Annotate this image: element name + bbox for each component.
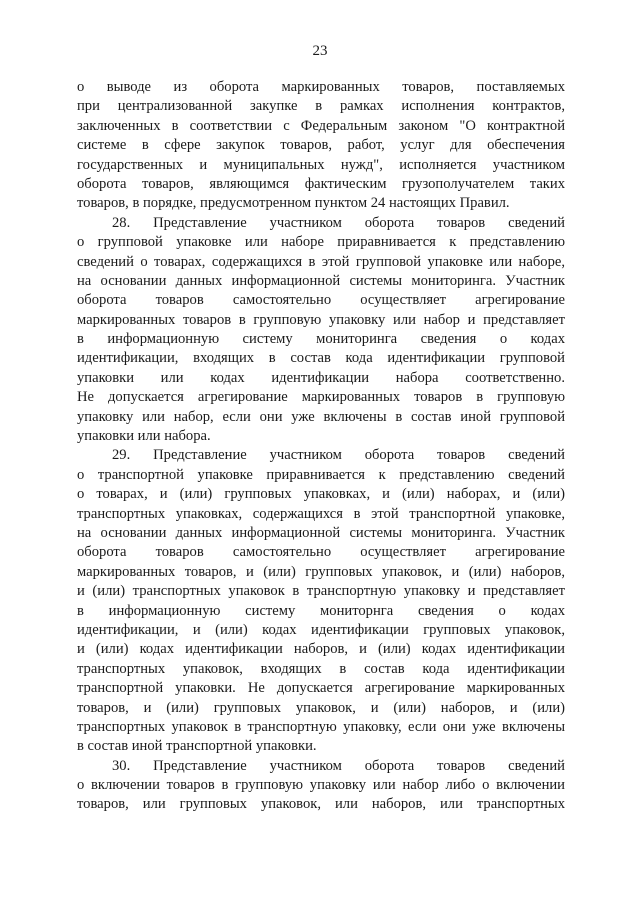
text-line: маркированных товаров в групповую упаковку или набор и представляет xyxy=(77,311,565,328)
text-line: на основании данных информационной системы мониторинга. Участник xyxy=(77,272,565,289)
text-line: упаковку или набор, если они уже включены в состав иной групповой xyxy=(77,408,565,425)
text-line: о групповой упаковке или наборе приравнивается к представлению xyxy=(77,234,565,251)
text-line: 30. Представление участником оборота товаров сведений xyxy=(112,757,565,774)
text-line: идентификации, входящих в состав кода идентификации групповой xyxy=(77,350,565,367)
text-line: системе в сфере закупок товаров, работ, услуг для обеспечения xyxy=(77,137,565,154)
text-line: о выводе из оборота маркированных товаров, поставляемых xyxy=(77,79,565,95)
text-line: транспортных упаковках, содержащихся в этой транспортной упаковке, xyxy=(77,505,565,522)
body-text xyxy=(77,78,565,815)
text-line: транспортных упаковок в транспортную упаковку, если они уже включены xyxy=(77,718,565,735)
text-line: в информационную систему мониторнга сведения о кодах xyxy=(77,602,565,619)
text-line: 29. Представление участником оборота товаров сведений xyxy=(112,447,565,464)
text-line: товаров, и (или) групповых упаковок, и (или) наборов, и (или) xyxy=(77,699,565,716)
text-line: заключенных в соответствии с Федеральным законом "О контрактной xyxy=(77,117,565,134)
text-line: упаковки или кодах идентификации набора соответственно. xyxy=(77,369,565,386)
text-line: на основании данных информационной системы мониторинга. Участник xyxy=(77,524,565,541)
text-line: 28. Представление участником оборота товаров сведений xyxy=(112,214,565,231)
text-line: оборота товаров, являющимся фактическим грузополучателем таких xyxy=(77,175,565,192)
text-line: государственных и муниципальных нужд", исполняется участником xyxy=(77,156,565,173)
page-number: 23 xyxy=(312,43,328,59)
text-line: сведений о товарах, содержащихся в этой групповой упаковке или наборе, xyxy=(77,253,565,270)
text-line: Не допускается агрегирование маркированных товаров в групповую xyxy=(77,389,565,406)
text-line: транспортных упаковок, входящих в состав кода идентификации xyxy=(77,660,565,677)
text-line: о транспортной упаковке приравнивается к представлению сведений xyxy=(77,466,565,483)
text-line: товаров, или групповых упаковок, или наборов, или транспортных xyxy=(77,796,565,813)
text-line: в информационную систему мониторинга сведения о кодах xyxy=(77,331,565,348)
text-line: упаковки или набора. xyxy=(77,428,211,445)
text-line: при централизованной закупке в рамках исполнения контрактов, xyxy=(77,98,565,115)
text-line: товаров, в порядке, предусмотренном пунктом 24 настоящих Правил. xyxy=(77,195,510,212)
text-line: оборота товаров самостоятельно осуществляет агрегирование xyxy=(77,292,565,309)
text-line: идентификации, и (или) кодах идентификации групповых упаковок, xyxy=(77,621,565,638)
text-line: оборота товаров самостоятельно осуществляет агрегирование xyxy=(77,544,565,561)
text-line: маркированных товаров, и (или) групповых упаковок, и (или) наборов, xyxy=(77,563,565,580)
text-line: и (или) кодах идентификации наборов, и (или) кодах идентификации xyxy=(77,641,565,658)
text-line: и (или) транспортных упаковок в транспортную упаковку и представляет xyxy=(77,583,565,600)
text-line: о товарах, и (или) групповых упаковках, и (или) наборах, и (или) xyxy=(77,486,565,503)
text-line: транспортной упаковки. Не допускается агрегирование маркированных xyxy=(77,680,565,697)
text-line: о включении товаров в групповую упаковку или набор либо о включении xyxy=(77,777,565,794)
text-line: в состав иной транспортной упаковки. xyxy=(77,738,317,755)
